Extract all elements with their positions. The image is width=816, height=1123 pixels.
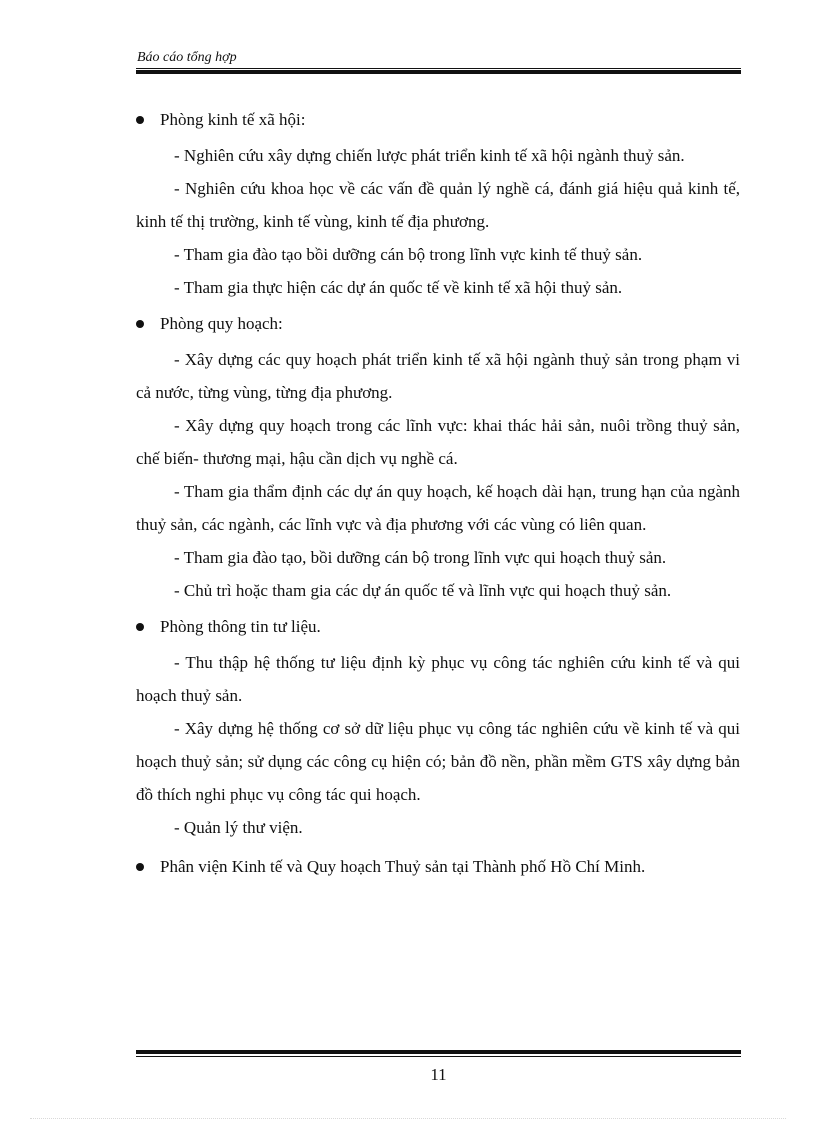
paragraph: - Tham gia đào tạo bồi dưỡng cán bộ trong lĩnh vực kinh tế thuỷ sản. — [174, 245, 643, 264]
paragraph: - Quản lý thư viện. — [174, 818, 303, 837]
paragraph: - Tham gia thẩm định các dự án quy hoạch, kế hoạch dài hạn, trung hạn của ngành thuỷ sản, các ngành, các lĩnh vực và địa phương với các vùng có liên quan. — [136, 482, 740, 534]
section-heading-text: Phòng quy hoạch: — [160, 314, 283, 333]
section-heading-text: Phòng kinh tế xã hội: — [160, 110, 306, 129]
section-heading — [136, 307, 740, 341]
header-rule-thick — [136, 70, 741, 74]
bullet-dot-icon — [136, 623, 144, 631]
paragraph: - Tham gia đào tạo, bồi dưỡng cán bộ trong lĩnh vực qui hoạch thuỷ sản. — [174, 548, 667, 567]
paragraph: - Nghiên cứu xây dựng chiến lược phát triển kinh tế xã hội ngành thuỷ sản. — [174, 146, 685, 165]
paragraph: - Xây dựng quy hoạch trong các lĩnh vực: khai thác hải sản, nuôi trồng thuỷ sản, chế biến- thương mại, hậu cần dịch vụ nghề cá. — [136, 416, 740, 468]
paragraph: - Nghiên cứu khoa học về các vấn đề quản lý nghề cá, đánh giá hiệu quả kinh tế, kinh tế thị trường, kinh tế vùng, kinh tế địa phương. — [136, 179, 740, 231]
bullet-dot-icon — [136, 320, 144, 328]
footer-rule-thick — [136, 1050, 741, 1054]
paragraph: - Xây dựng các quy hoạch phát triển kinh tế xã hội ngành thuỷ sản trong phạm vi cả nước, từng vùng, từng địa phương. — [136, 350, 740, 402]
header-rule-thin — [136, 68, 741, 69]
section-heading-text: Phòng thông tin tư liệu. — [160, 617, 321, 636]
section-heading-text: Phân viện Kinh tế và Quy hoạch Thuỷ sản tại Thành phố Hồ Chí Minh. — [160, 857, 646, 876]
footer-rule-thin — [136, 1056, 741, 1057]
paragraph: - Thu thập hệ thống tư liệu định kỳ phục vụ công tác nghiên cứu kinh tế và qui hoạch thuỷ sản. — [136, 653, 740, 705]
header-title: Báo cáo tổng hợp — [137, 50, 237, 65]
section-heading — [136, 610, 740, 644]
page-number: 11 — [430, 1065, 447, 1084]
bullet-dot-icon — [136, 863, 144, 871]
paragraph: - Tham gia thực hiện các dự án quốc tế về kinh tế xã hội thuỷ sản. — [174, 278, 623, 297]
bullet-dot-icon — [136, 116, 144, 124]
document-body — [136, 103, 740, 884]
paragraph: - Xây dựng hệ thống cơ sở dữ liệu phục vụ công tác nghiên cứu về kinh tế và qui hoạch thuỷ sản; sử dụng các công cụ hiện có; bản đồ nền, phần mềm GTS xây dựng bản đồ thích nghi phục vụ công tác qui hoạch. — [136, 719, 740, 804]
section-heading — [136, 850, 740, 884]
footer-dotted-line — [30, 1118, 786, 1119]
paragraph: - Chủ trì hoặc tham gia các dự án quốc tế và lĩnh vực qui hoạch thuỷ sản. — [174, 581, 672, 600]
section-heading — [136, 103, 740, 137]
